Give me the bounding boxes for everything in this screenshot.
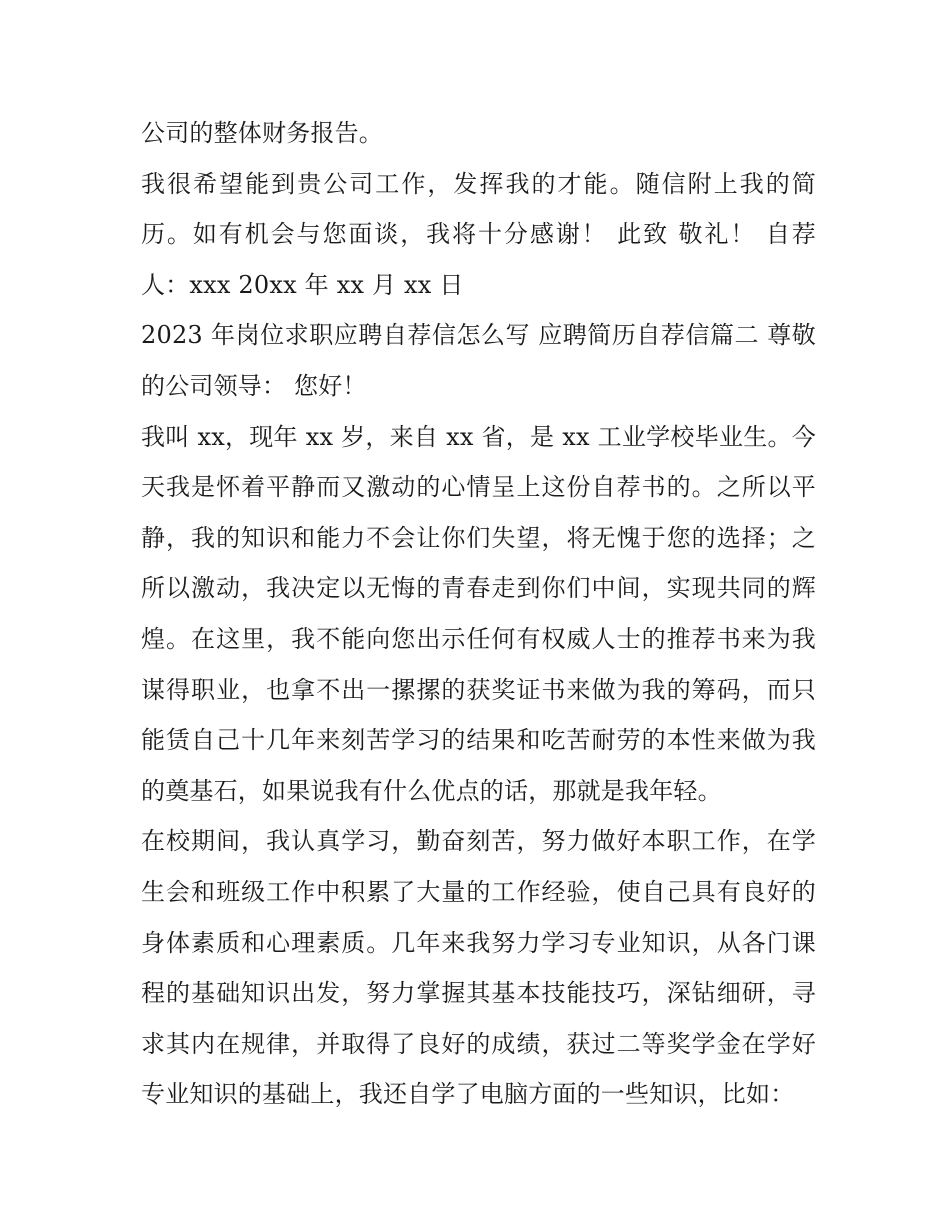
document-body [141, 108, 816, 1120]
paragraph-application-closing: 我很希望能到贵公司工作，发挥我的才能。随信附上我的简历。如有机会与您面谈，我将十分感谢！ 此致 敬礼！ 自荐人：xxx 20xx 年 xx 月 xx 日 [141, 169, 816, 299]
paragraph-self-introduction: 我叫 xx，现年 xx 岁，来自 xx 省，是 xx 工业学校毕业生。今天我是怀着平静而又激动的心情呈上这份自荐书的。之所以平静，我的知识和能力不会让你们失望，将无愧于您的选择；之所以激动，我决定以无悔的青春走到你们中间，实现共同的辉煌。在这里，我不能向您出示任何有权威人士的推荐书来为我谋得职业，也拿不出一摞摞的获奖证书来做为我的筹码，而只能赁自己十几年来刻苦学习的结果和吃苦耐劳的本性来做为我的奠基石，如果说我有什么优点的话，那就是我年轻。 [141, 422, 816, 805]
paragraph-school-experience: 在校期间，我认真学习，勤奋刻苦，努力做好本职工作，在学生会和班级工作中积累了大量的工作经验，使自己具有良好的身体素质和心理素质。几年来我努力学习专业知识，从各门课程的基础知识出发，努力掌握其基本技能技巧，深钻细研，寻求其内在规律，并取得了良好的成绩，获过二等奖学金在学好专业知识的基础上，我还自学了电脑方面的一些知识，比如： [141, 827, 816, 1109]
paragraph-closing-line: 公司的整体财务报告。 [141, 119, 383, 147]
paragraph-letter-heading: 2023 年岗位求职应聘自荐信怎么写 应聘简历自荐信篇二 尊敬的公司领导： 您好！ [141, 321, 816, 400]
